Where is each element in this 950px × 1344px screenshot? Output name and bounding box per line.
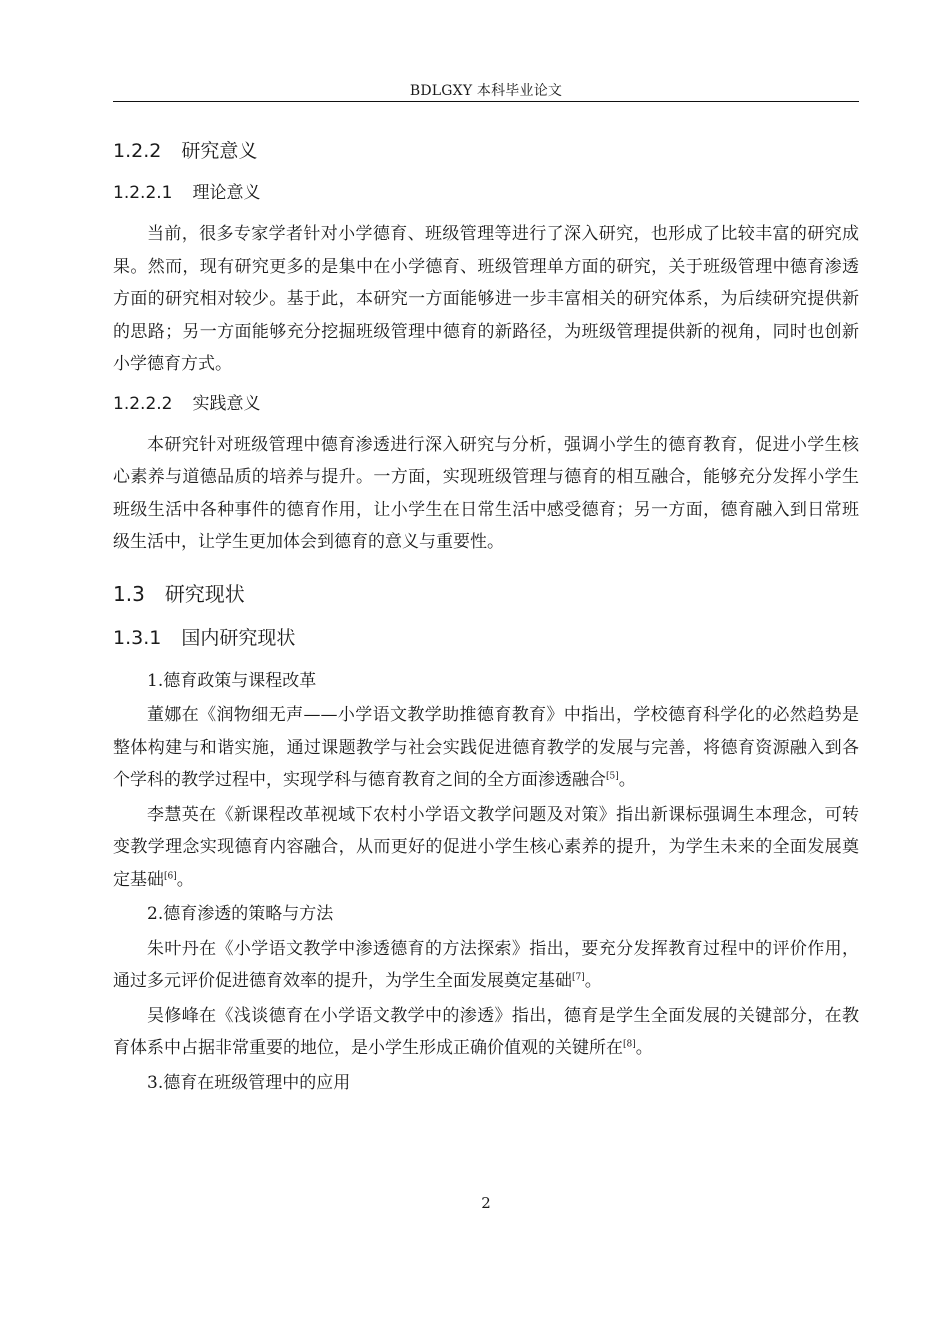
paragraph-end: 。 [176,869,194,890]
header-rule [113,101,859,102]
paragraph-end: 。 [584,971,602,991]
citation-ref: [8] [623,1039,636,1050]
heading-text: 研究意义 [181,140,258,162]
paragraph-theoretical-significance: 当前，很多专家学者针对小学德育、班级管理等进行了深入研究，也形成了比较丰富的研究成果。然而，现有研究更多的是集中在小学德育、班级管理单方面的研究，关于班级管理中德育渗透方面的研究相对较少。基于此，本研究一方面能够进一步丰富相关的研究体系，为后续研究提供新的思路；另一方面能够充分挖掘班级管理中德育的新路径，为班级管理提供新的视角，同时也创新小学德育方式。 [113,224,859,374]
paragraph-dong-na [113,699,859,797]
running-header: BDLGXY 本科毕业论文 [409,83,563,99]
paragraph-wu-xiufeng [113,1000,859,1065]
heading-number: 1.2.2.1 [113,183,173,203]
page-number: 2 [481,1194,491,1212]
heading-1-3-1 [113,621,859,655]
paragraph-zhu-yedan [113,933,859,998]
list-item-1: 1.德育政策与课程改革 [147,670,317,691]
paragraph-text: 董娜在《润物细无声——小学语文教学助推德育教育》中指出，学校德育科学化的必然趋势是整体构建与和谐实施，通过课题教学与社会实践促进德育教学的发展与完善，将德育资源融入到各个学科的教学过程中，实现学科与德育教育之间的全方面渗透融合 [113,705,859,790]
heading-number: 1.2.2 [113,140,162,162]
citation-ref: [6] [164,870,177,881]
citation-ref: [5] [606,771,619,782]
heading-text: 理论意义 [192,183,261,203]
heading-number: 1.3 [113,581,145,606]
heading-text: 实践意义 [192,393,261,414]
heading-number: 1.2.2.2 [113,393,173,414]
heading-1-2-2-2 [113,389,859,419]
citation-ref: [7] [572,972,585,983]
paragraph-end: 。 [618,770,636,790]
heading-text: 国内研究现状 [181,626,296,649]
heading-1-2-2 [113,134,859,168]
paragraph-text: 李慧英在《新课程改革视域下农村小学语文教学问题及对策》指出新课标强调生本理念，可转变教学理念实现德育内容融合，从而更好的促进小学生核心素养的提升，为学生未来的全面发展奠定基础 [113,804,859,890]
list-item-3: 3.德育在班级管理中的应用 [147,1072,351,1093]
paragraph-text: 朱叶丹在《小学语文教学中渗透德育的方法探索》指出，要充分发挥教育过程中的评价作用，通过多元评价促进德育效率的提升，为学生全面发展奠定基础 [113,938,859,991]
heading-number: 1.3.1 [113,626,162,649]
heading-text: 研究现状 [164,581,245,606]
page-body [113,134,859,1101]
heading-1-3 [113,577,859,611]
paragraph-end: 。 [635,1038,653,1058]
heading-1-2-2-1 [113,178,859,208]
paragraph-li-huiying [113,799,859,897]
paragraph-practical-significance: 本研究针对班级管理中德育渗透进行深入研究与分析，强调小学生的德育教育，促进小学生核心素养与道德品质的培养与提升。一方面，实现班级管理与德育的相互融合，能够充分发挥小学生班级生活中各种事件的德育作用，让小学生在日常生活中感受德育；另一方面，德育融入到日常班级生活中，让学生更加体会到德育的意义与重要性。 [113,434,859,552]
list-item-2: 2.德育渗透的策略与方法 [147,904,334,924]
paragraph-text: 吴修峰在《浅谈德育在小学语文教学中的渗透》指出，德育是学生全面发展的关键部分，在教育体系中占据非常重要的地位，是小学生形成正确价值观的关键所在 [113,1005,859,1058]
